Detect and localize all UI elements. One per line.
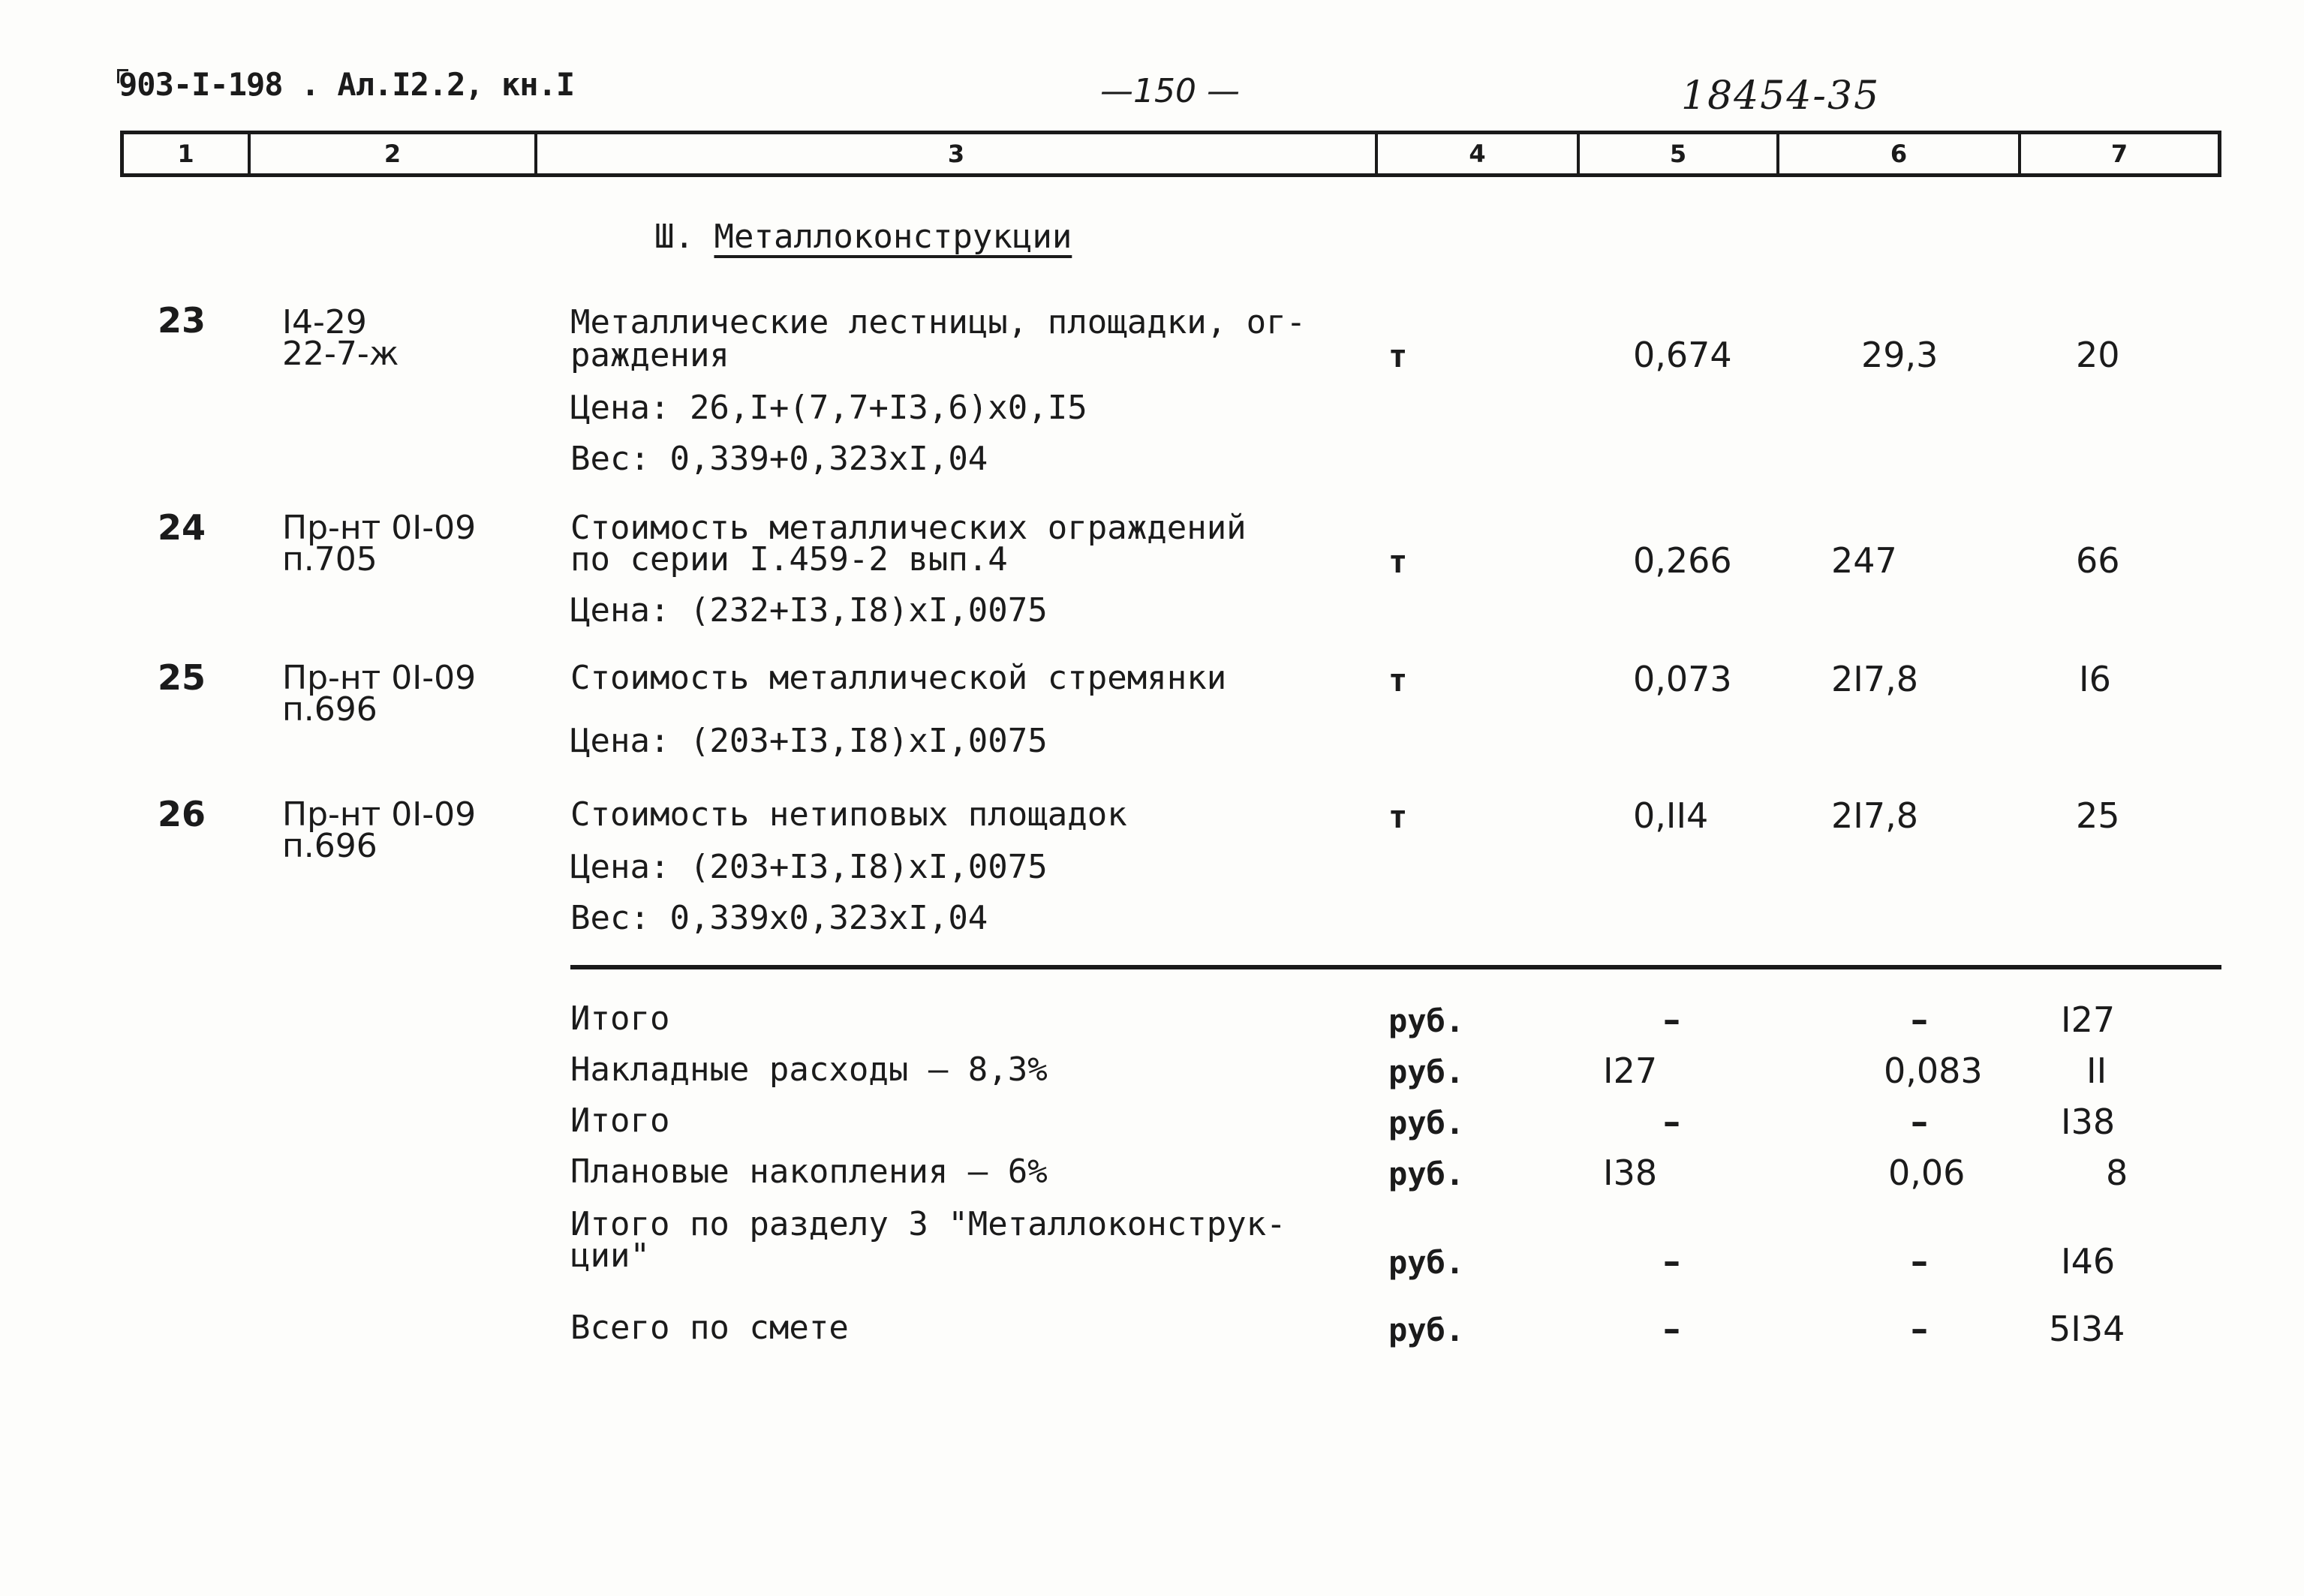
row-description-line: Стоимость металлической стремянки — [570, 659, 1227, 697]
totals-rate: 0,083 — [1884, 1050, 1983, 1091]
totals-unit: руб. — [1388, 1244, 1465, 1281]
row-code-line: I4-29 — [282, 303, 367, 341]
totals-label: Всего по смете — [570, 1309, 849, 1347]
totals-label: Итого — [570, 1102, 670, 1140]
row-code-line: Пр-нт 0I-09 — [282, 659, 477, 697]
row-total: I6 — [2079, 659, 2111, 699]
totals-unit: руб. — [1388, 1105, 1465, 1141]
totals-base: – — [1663, 1241, 1680, 1282]
section-number: Ш. — [654, 218, 694, 256]
totals-sum: I46 — [2061, 1241, 2116, 1282]
handwritten-stamp-number: 18454-35 — [1681, 74, 1881, 119]
row-unit-price: 29,3 — [1861, 335, 1939, 375]
totals-divider — [570, 965, 2221, 969]
row-unit: т — [1388, 543, 1408, 580]
row-note-line: Вес: 0,339x0,323xI,04 — [570, 899, 988, 937]
column-header-5: 5 — [1580, 134, 1779, 173]
row-description-line: по серии I.459-2 вып.4 — [570, 540, 1008, 579]
totals-unit: руб. — [1388, 1053, 1465, 1090]
section-title — [654, 218, 1072, 256]
totals-unit: руб. — [1388, 1312, 1465, 1348]
row-unit-price: 247 — [1831, 540, 1897, 581]
row-total: 25 — [2076, 795, 2120, 836]
column-header-3: 3 — [537, 134, 1378, 173]
row-note-line: Вес: 0,339+0,323xI,04 — [570, 440, 988, 478]
totals-unit: руб. — [1388, 1156, 1465, 1192]
row-quantity: 0,266 — [1633, 540, 1732, 581]
column-header-6: 6 — [1779, 134, 2021, 173]
row-note-line: Цена: (232+I3,I8)xI,0075 — [570, 591, 1048, 630]
row-total: 20 — [2076, 335, 2120, 375]
row-code-line: п.696 — [282, 827, 377, 865]
totals-sum: II — [2086, 1050, 2107, 1091]
row-code-line: Пр-нт 0I-09 — [282, 795, 477, 834]
totals-rate: – — [1911, 1102, 1928, 1142]
totals-unit: руб. — [1388, 1002, 1465, 1039]
column-header-7: 7 — [2110, 140, 2128, 168]
row-code-line: п.705 — [282, 540, 377, 579]
row-number: 25 — [158, 657, 206, 698]
totals-label: Плановые накопления – 6% — [570, 1153, 1048, 1191]
totals-base: – — [1663, 999, 1680, 1040]
totals-rate: 0,06 — [1888, 1153, 1966, 1193]
column-header-2: 2 — [251, 134, 537, 173]
totals-rate: – — [1911, 1241, 1928, 1282]
totals-base: I27 — [1603, 1050, 1658, 1091]
totals-base: – — [1663, 1102, 1680, 1142]
row-description-line: Стоимость нетиповых площадок — [570, 795, 1127, 834]
document-code: 903-I-198 . Ал.I2.2, кн.I — [119, 66, 575, 103]
section-name: Металлоконструкции — [714, 218, 1072, 256]
row-unit: т — [1388, 662, 1408, 699]
row-unit-price: 2I7,8 — [1831, 659, 1918, 699]
row-code-line: п.696 — [282, 690, 377, 729]
row-note-line: Цена: 26,I+(7,7+I3,6)x0,I5 — [570, 389, 1087, 427]
row-code-line: Пр-нт 0I-09 — [282, 509, 477, 547]
totals-sum: I27 — [2061, 999, 2116, 1040]
row-code-line: 22-7-ж — [282, 335, 399, 373]
row-note-line: Цена: (203+I3,I8)xI,0075 — [570, 722, 1048, 760]
totals-base: – — [1663, 1309, 1680, 1349]
page-number: —150 — — [1100, 72, 1240, 110]
row-unit-price: 2I7,8 — [1831, 795, 1918, 836]
totals-rate: – — [1911, 1309, 1928, 1349]
row-note-line: Цена: (203+I3,I8)xI,0075 — [570, 848, 1048, 886]
totals-label: Итого — [570, 999, 670, 1038]
column-header-4: 4 — [1378, 134, 1580, 173]
totals-sum: I38 — [2061, 1102, 2116, 1142]
row-quantity: 0,II4 — [1633, 795, 1709, 836]
row-number: 23 — [158, 300, 206, 341]
totals-label: Итого по разделу 3 "Металлоконструк- — [570, 1205, 1286, 1243]
row-number: 26 — [158, 794, 206, 834]
row-number: 24 — [158, 507, 206, 548]
totals-label: ции" — [570, 1237, 650, 1275]
totals-label: Накладные расходы – 8,3% — [570, 1050, 1048, 1089]
column-header-1: 1 — [124, 134, 251, 173]
column-header-row — [120, 131, 2221, 177]
row-description-line: Металлические лестницы, площадки, ог- — [570, 303, 1307, 341]
row-description-line: раждения — [570, 336, 729, 374]
row-total: 66 — [2076, 540, 2120, 581]
row-quantity: 0,674 — [1633, 335, 1732, 375]
totals-sum: 8 — [2106, 1153, 2128, 1193]
row-description-line: Стоимость металлических ограждений — [570, 509, 1247, 547]
row-quantity: 0,073 — [1633, 659, 1732, 699]
totals-base: I38 — [1603, 1153, 1658, 1193]
row-unit: т — [1388, 798, 1408, 835]
totals-sum: 5I34 — [2049, 1309, 2125, 1349]
row-unit: т — [1388, 338, 1408, 374]
totals-rate: – — [1911, 999, 1928, 1040]
